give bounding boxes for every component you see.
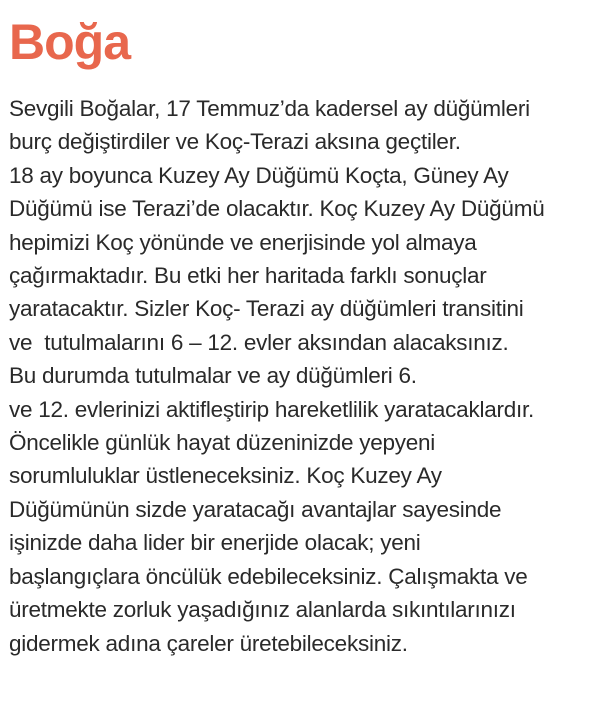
article-title: Boğa (9, 14, 130, 70)
body-line: Bu durumda tutulmalar ve ay düğümleri 6. (9, 363, 417, 389)
body-line: Düğümünün sizde yaratacağı avantajlar sayesinde (9, 496, 502, 522)
article-body (9, 92, 609, 660)
body-line: gidermek adına çareler üretebileceksiniz. (9, 630, 408, 656)
body-line: sorumluluklar üstleneceksiniz. Koç Kuzey Ay (9, 463, 442, 489)
body-line: ve tutulmalarını 6 – 12. evler aksından alacaksınız. (9, 329, 509, 355)
body-line: çağırmaktadır. Bu etki her haritada farklı sonuçlar (9, 263, 487, 289)
body-line: burç değiştirdiler ve Koç-Terazi aksına geçtiler. (9, 129, 461, 155)
body-line: Öncelikle günlük hayat düzeninizde yepyeni (9, 430, 436, 456)
body-line: başlangıçlara öncülük edebileceksiniz. Çalışmakta ve (9, 563, 528, 589)
body-line: ve 12. evlerinizi aktifleştirip hareketlilik yaratacaklardır. (9, 396, 534, 422)
body-line: 18 ay boyunca Kuzey Ay Düğümü Koçta, Güney Ay (9, 162, 509, 188)
body-line: üretmekte zorluk yaşadığınız alanlarda sıkıntılarınızı (9, 597, 516, 623)
body-line: hepimizi Koç yönünde ve enerjisinde yol almaya (9, 229, 477, 255)
body-line: yaratacaktır. Sizler Koç- Terazi ay düğümleri transitini (9, 296, 524, 322)
body-line: Düğümü ise Terazi’de olacaktır. Koç Kuzey Ay Düğümü (9, 196, 545, 222)
body-line: işinizde daha lider bir enerjide olacak; yeni (9, 530, 421, 556)
body-line: Sevgili Boğalar, 17 Temmuz’da kadersel ay düğümleri (9, 96, 530, 121)
